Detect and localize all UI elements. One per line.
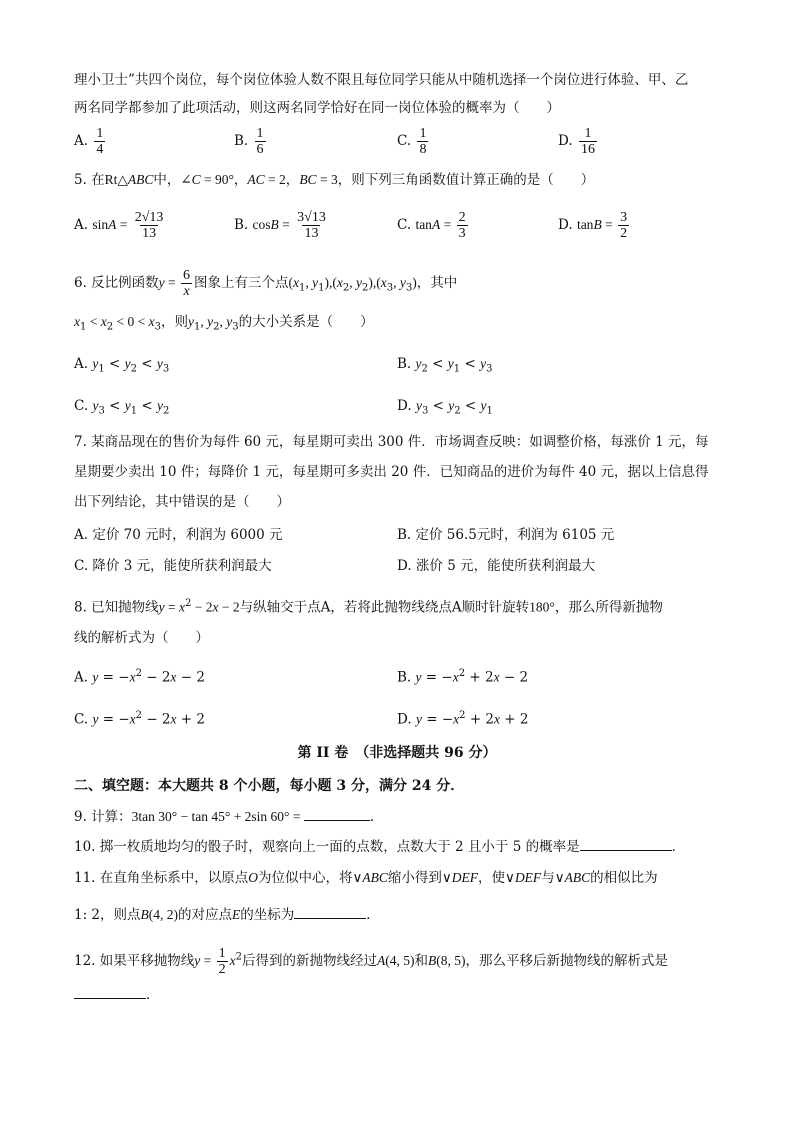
q6-option-a: A. $y_1 < y_2 < y_3$: [74, 356, 170, 375]
fraction: $\frac{2√13}{13}$: [134, 210, 164, 241]
q7-line1: 7. 某商品现在的售价为每件 60 元，每星期可卖出 300 件．市场调查反映：如调整价格，每涨价 1 元，每: [74, 434, 709, 450]
fraction: $\frac{3}{2}$: [620, 210, 628, 241]
option-label: D.: [558, 133, 573, 149]
q7-line3: 出下列结论，其中错误的是（ ）: [74, 494, 290, 510]
q6-condition: $x_1 < x_2 < 0 < x_3$，则$y_1$, $y_2$, $y_3$的大小关系是（ ）: [74, 314, 374, 333]
q4-option-c: [397, 126, 430, 157]
q5-option-c: C. tanA = $\frac{2}{3}$: [397, 210, 466, 241]
q8-option-c: C. $y = -x^2 - 2x + 2$: [74, 710, 205, 728]
q10: 10. 掷一枚质地均匀的骰子时，观察向上一面的点数，点数大于 2 且小于 5 的概率是 ．: [74, 836, 685, 857]
q7-option-b: B. 定价 56.5元时，利润为 6105 元: [397, 527, 615, 543]
q7-line2: 星期要少卖出 10 件；每降价 1 元，每星期可多卖出 20 件．已知商品的进价为每件 40 元，据以上信息得: [74, 464, 709, 480]
answer-blank[interactable]: [74, 984, 146, 999]
q4-option-b: [234, 126, 268, 157]
q5-option-d: D. tanB = $\frac{3}{2}$: [558, 210, 628, 241]
section-heading: 二、填空题：本大题共 8 个小题，每小题 3 分，满分 24 分．: [74, 778, 465, 794]
q6-option-d: D. $y_3 < y_2 < y_1$: [397, 398, 493, 417]
fraction: $\frac{1}{16}$: [580, 126, 595, 157]
q8-option-a: A. $y = -x^2 - 2x - 2$: [74, 668, 205, 686]
fraction: $\frac{1}{8}$: [419, 126, 427, 157]
q12-line2: ．: [74, 984, 160, 1005]
q8-option-d: D. $y = -x^2 + 2x + 2$: [397, 710, 529, 728]
q5-stem: 5. 在Rt△ABC中，∠C = 90°，AC = 2，BC = 3，则下列三角函数值计算正确的是（ ）: [74, 172, 595, 188]
fraction: $\frac{3√13}{13}$: [297, 210, 326, 241]
fraction: $\frac{6}{x}$: [183, 268, 191, 299]
q6-option-c: C. $y_3 < y_1 < y_2$: [74, 398, 170, 417]
q4-line1: 理小卫士”共四个岗位，每个岗位体验人数不限且每位同学只能从中随机选择一个岗位进行体验、甲、乙: [74, 72, 689, 88]
fraction: $\frac{1}{4}$: [96, 126, 104, 157]
q7-option-c: C. 降价 3 元，能使所获利润最大: [74, 558, 272, 574]
option-label: A.: [74, 133, 89, 149]
part2-title: 第 II 卷 （非选择题共 96 分）: [297, 745, 497, 761]
answer-blank[interactable]: [304, 806, 370, 821]
q7-option-a: A. 定价 70 元时，利润为 6000 元: [74, 527, 283, 543]
q8-option-b: B. $y = -x^2 + 2x - 2$: [397, 668, 529, 686]
q6-option-b: B. $y_2 < y_1 < y_3$: [397, 356, 493, 375]
fraction: $\frac{1}{6}$: [256, 126, 264, 157]
q8-stem: 8. 已知抛物线$y = x^2 - 2x - 2$与纵轴交于点A，若将此抛物线绕点A顺时针旋转180°，那么所得新抛物: [74, 598, 663, 616]
q4-option-d: [558, 126, 599, 157]
q4-option-a: [74, 126, 107, 157]
q8-line2: 线的解析式为（ ）: [74, 630, 209, 646]
option-label: C.: [397, 133, 412, 149]
q6-stem: 6. 反比例函数y = $\frac{6}{x}$ 图象上有三个点($x_1$, $y_1),(x_2$, $y_2),(x_3$, $y_3$)，其中: [74, 268, 458, 299]
answer-blank[interactable]: [580, 836, 672, 851]
fraction: $\frac{1}{2}$: [218, 946, 226, 977]
q5-option-a: A. sinA = $\frac{2√13}{13}$: [74, 210, 164, 241]
q12-stem: 12. 如果平移抛物线y = $\frac{1}{2}$ $x^2$后得到的新抛物线经过A(4, 5)和B(8, 5)，那么平移后新抛物线的解析式是: [74, 946, 669, 977]
q11-line1: 11. 在直角坐标系中，以原点O为位似中心，将∨ABC缩小得到∨DEF，使∨DEF与∨ABC的相似比为: [74, 870, 658, 886]
q5-option-b: B. cosB = $\frac{3√13}{13}$: [234, 210, 326, 241]
fraction: $\frac{2}{3}$: [458, 210, 466, 241]
answer-blank[interactable]: [294, 904, 366, 919]
q9: 9. 计算：3tan 30° − tan 45° + 2sin 60° = ．: [74, 806, 383, 827]
q4-line2: 两名同学都参加了此项活动，则这两名同学恰好在同一岗位体验的概率为（ ）: [74, 100, 560, 116]
option-label: B.: [234, 133, 249, 149]
q11-line2: 1: 2，则点B(4, 2)的对应点E的坐标为 ．: [74, 904, 380, 925]
q7-option-d: D. 涨价 5 元，能使所获利润最大: [397, 558, 596, 574]
